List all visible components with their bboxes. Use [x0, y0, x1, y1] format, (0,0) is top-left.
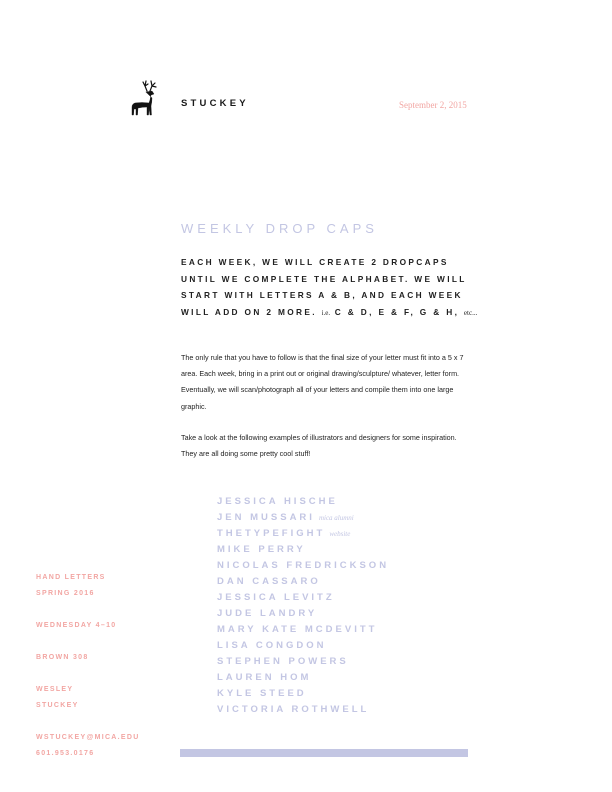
list-item [217, 670, 389, 686]
list-item [217, 494, 389, 510]
designer-name: LAUREN HOM [217, 672, 312, 683]
designer-name: KYLE STEED [217, 688, 307, 699]
designer-name: JESSICA LEVITZ [217, 592, 335, 603]
inspiration-list [217, 494, 389, 718]
list-item [217, 574, 389, 590]
designer-name: DAN CASSARO [217, 576, 321, 587]
instructor-email: WSTUCKEY@MICA.EDU [36, 734, 140, 741]
course-name: HAND LETTERS [36, 574, 106, 581]
instructor-phone: 601.953.0176 [36, 750, 95, 757]
list-item [217, 622, 389, 638]
list-item [217, 558, 389, 574]
inspiration-paragraph: Take a look at the following examples of illustrators and designers for some inspiration. They are all doing some pretty cool stuff! [181, 433, 457, 459]
instructor-info [36, 682, 79, 714]
list-item [217, 686, 389, 702]
rules-paragraph: The only rule that you have to follow is that the final size of your letter must fit into a 5 x 7 area. Each week, bring in a print out or original drawing/sculpture/ whatever, letter form. Eventually, we will scan/photograph all of your letters and compile them into one large graphic. [181, 353, 464, 411]
document-date: September 2, 2015 [399, 100, 467, 110]
list-item [217, 526, 389, 542]
designer-name: JESSICA HISCHE [217, 496, 338, 507]
list-item [217, 606, 389, 622]
instructor-last-name: STUCKEY [36, 702, 79, 709]
room-info [36, 650, 89, 666]
list-item [217, 510, 389, 526]
designer-name: MIKE PERRY [217, 544, 306, 555]
designer-name: JEN MUSSARI [217, 512, 315, 523]
list-item [217, 702, 389, 718]
intro-example: C & D, E & F, G & H, [334, 306, 460, 317]
deer-icon [128, 80, 162, 118]
intro-example-prefix: i.e. [321, 308, 331, 317]
designer-name: MARY KATE MCDEVITT [217, 624, 378, 635]
designer-name: VICTORIA ROTHWELL [217, 704, 370, 715]
footer-bar [180, 749, 468, 757]
brand-name: STUCKEY [181, 98, 249, 109]
designer-name: THETYPEFIGHT [217, 528, 326, 539]
list-item [217, 590, 389, 606]
designer-name: NICOLAS FREDRICKSON [217, 560, 390, 571]
designer-note: mica alumni [318, 514, 354, 522]
course-info [36, 570, 106, 602]
intro-example-suffix: etc... [463, 308, 478, 317]
schedule-info [36, 618, 116, 634]
list-item [217, 638, 389, 654]
intro-main: EACH WEEK, WE WILL CREATE 2 DROPCAPS UNTIL WE COMPLETE THE ALPHABET. WE WILL START WITH LETTERS A & B, AND EACH WEEK WILL ADD ON 2 MORE. [181, 257, 467, 317]
designer-name: JUDE LANDRY [217, 608, 318, 619]
course-term: SPRING 2016 [36, 590, 95, 597]
list-item [217, 654, 389, 670]
instructor-first-name: WESLEY [36, 686, 74, 693]
designer-name: STEPHEN POWERS [217, 656, 349, 667]
contact-info [36, 730, 140, 762]
designer-note: website [329, 530, 351, 538]
course-schedule: WEDNESDAY 4–10 [36, 622, 117, 629]
intro-text [181, 254, 481, 321]
designer-name: LISA CONGDON [217, 640, 327, 651]
list-item [217, 542, 389, 558]
course-room: BROWN 308 [36, 654, 89, 661]
page-title: WEEKLY DROP CAPS [181, 221, 378, 236]
